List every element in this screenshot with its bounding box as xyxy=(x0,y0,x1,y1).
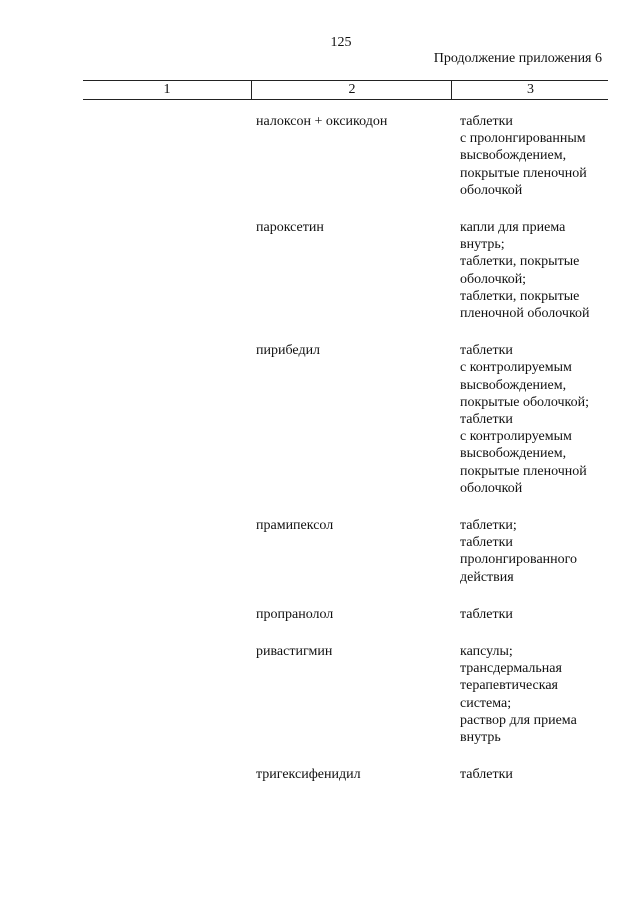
column-header-2: 2 xyxy=(251,81,452,99)
dosage-form-line: высвобождением, xyxy=(460,377,567,393)
dosage-form-line: покрытые пленочной xyxy=(460,463,587,479)
dosage-form-line: оболочкой; xyxy=(460,271,527,287)
drug-name: ривастигмин xyxy=(256,644,333,660)
dosage-form-line: с пролонгированным xyxy=(460,131,586,147)
appendix-continuation-label: Продолжение приложения 6 xyxy=(433,51,602,66)
drug-name: прамипексол xyxy=(256,518,334,534)
dosage-form-line: таблетки xyxy=(460,343,513,359)
drug-name: пропранолол xyxy=(256,606,334,622)
column-header-3: 3 xyxy=(451,81,609,99)
dosage-form-line: таблетки, покрытые xyxy=(460,254,580,270)
dosage-form-line: с контролируемым xyxy=(460,429,572,445)
dosage-form-line: высвобождением, xyxy=(460,446,567,462)
table-row xyxy=(0,766,640,783)
dosage-form-line: капсулы; xyxy=(460,644,513,660)
table-row xyxy=(0,517,640,586)
dosage-form-line: таблетки; xyxy=(460,518,517,534)
dosage-form-line: таблетки xyxy=(460,767,513,783)
dosage-form-line: терапевтическая xyxy=(460,678,558,694)
dosage-form-line: пролонгированного xyxy=(460,552,578,568)
table-row xyxy=(0,219,640,322)
page-number: 125 xyxy=(330,35,352,50)
dosage-form-line: таблетки xyxy=(460,412,513,428)
drug-name: пирибедил xyxy=(256,343,321,359)
drug-name: тригексифенидил xyxy=(256,767,361,783)
dosage-form-line: таблетки xyxy=(460,606,513,622)
dosage-form-line: оболочкой xyxy=(460,480,523,496)
dosage-forms xyxy=(460,606,630,623)
table-row xyxy=(0,606,640,623)
dosage-forms xyxy=(460,643,630,746)
table-header xyxy=(83,80,608,100)
dosage-forms xyxy=(460,219,630,322)
table-row xyxy=(0,113,640,199)
dosage-form-line: внутрь; xyxy=(460,237,505,253)
dosage-forms xyxy=(460,517,630,586)
dosage-form-line: таблетки xyxy=(460,535,513,551)
dosage-form-line: с контролируемым xyxy=(460,360,572,376)
drug-name: пароксетин xyxy=(256,220,324,236)
column-header-1: 1 xyxy=(163,82,171,97)
dosage-form-line: раствор для приема xyxy=(460,712,577,728)
dosage-form-line: оболочкой xyxy=(460,182,523,198)
table-row xyxy=(0,342,640,497)
dosage-forms xyxy=(460,766,630,783)
dosage-form-line: пленочной оболочкой xyxy=(460,306,590,322)
dosage-form-line: система; xyxy=(460,695,512,711)
dosage-form-line: капли для приема xyxy=(460,220,566,236)
dosage-form-line: высвобождением, xyxy=(460,148,567,164)
dosage-form-line: внутрь xyxy=(460,730,501,746)
dosage-form-line: покрытые оболочкой; xyxy=(460,394,590,410)
dosage-form-line: трансдермальная xyxy=(460,661,562,677)
dosage-form-line: действия xyxy=(460,569,514,585)
dosage-form-line: таблетки xyxy=(460,114,513,129)
table-body xyxy=(0,113,640,784)
dosage-form-line: таблетки, покрытые xyxy=(460,288,580,304)
dosage-forms xyxy=(460,113,630,199)
dosage-forms xyxy=(460,342,630,497)
table-row xyxy=(0,643,640,746)
dosage-form-line: покрытые пленочной xyxy=(460,165,587,181)
drug-name: налоксон + оксикодон xyxy=(256,114,388,129)
